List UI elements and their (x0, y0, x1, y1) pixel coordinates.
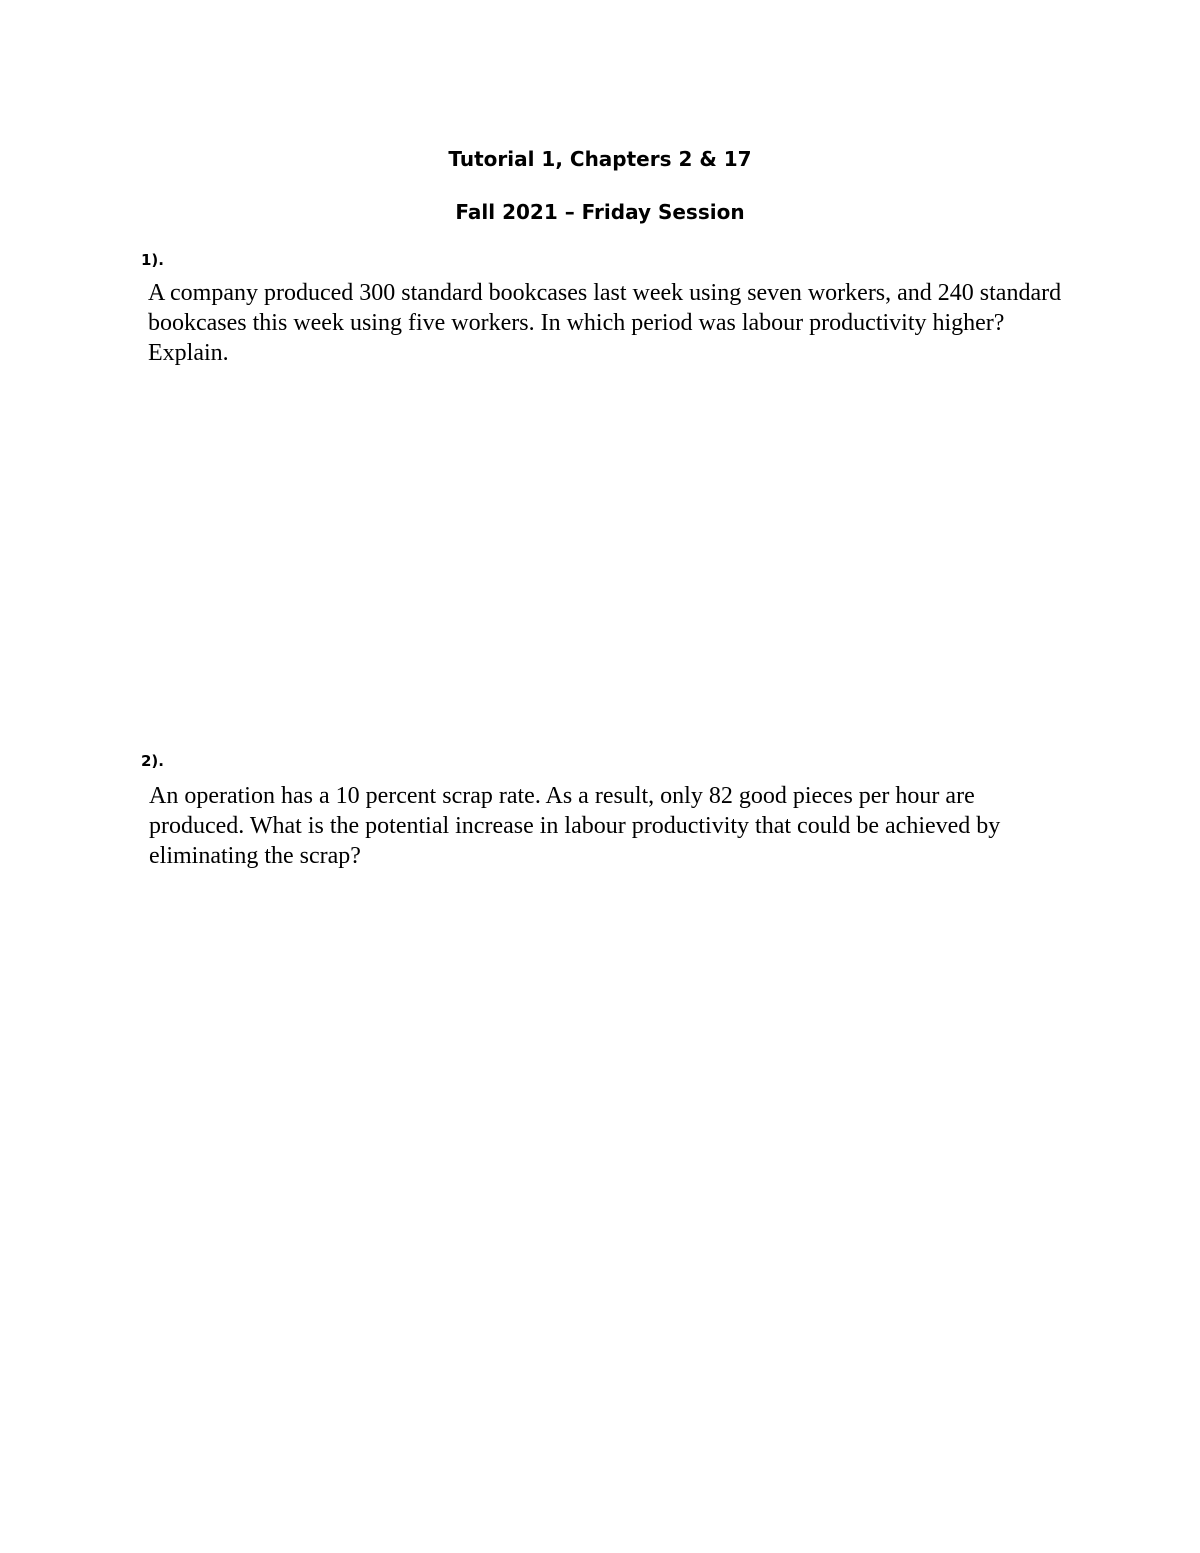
question-2-text: An operation has a 10 percent scrap rate. As a result, only 82 good pieces per hour are produced. What is the potential increase in labour productivity that could be achieved by eliminating the scrap? (149, 783, 1001, 869)
document-title: Tutorial 1, Chapters 2 & 17 (448, 147, 752, 171)
document-subtitle: Fall 2021 – Friday Session (455, 200, 745, 224)
question-1-number: 1). (141, 251, 164, 269)
question-1-text: A company produced 300 standard bookcases last week using seven workers, and 240 standard bookcases this week using five workers. In which period was labour productivity higher? Explain. (148, 280, 1062, 366)
question-2-number: 2). (141, 752, 164, 770)
